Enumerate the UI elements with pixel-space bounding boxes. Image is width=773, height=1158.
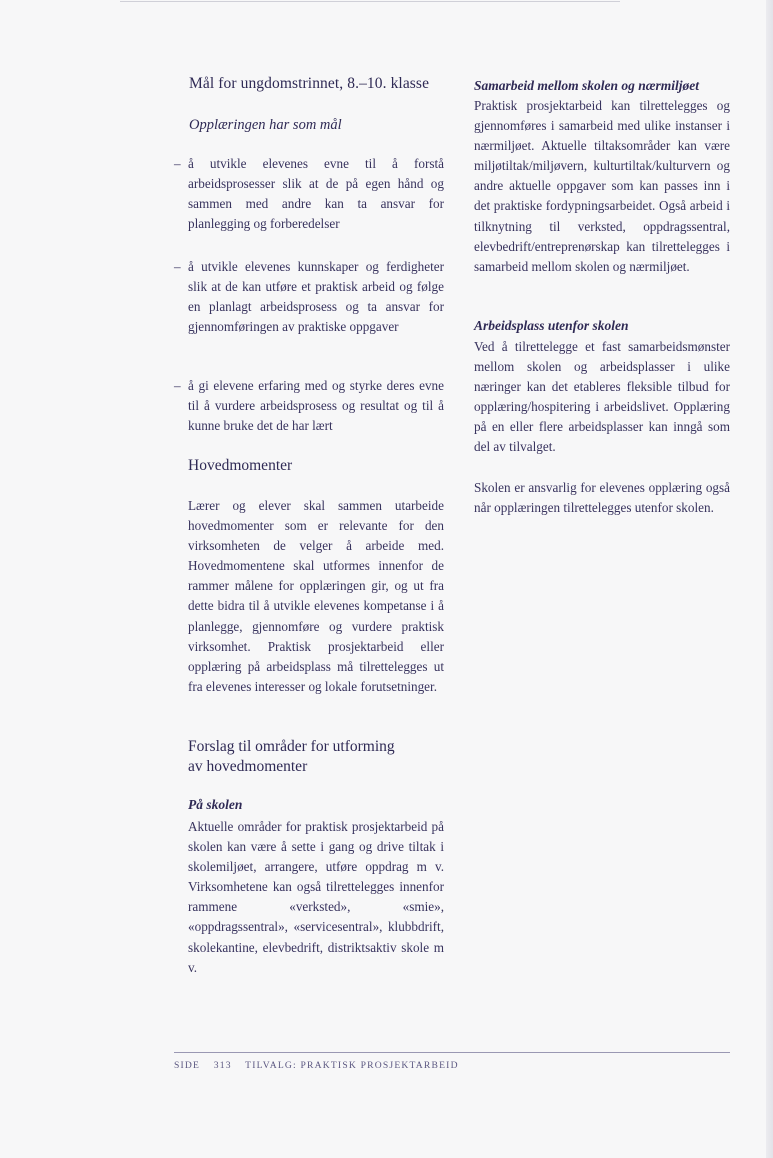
page-edge-shadow — [766, 0, 773, 1158]
bullet-dash: – — [174, 259, 181, 274]
footer-section-title: TILVALG: PRAKTISK PROSJEKTARBEID — [245, 1060, 459, 1071]
pa-skolen-heading: På skolen — [188, 797, 243, 812]
samarbeid-paragraph: Praktisk prosjektarbeid kan tilrettelegges og gjennomføres i samarbeid med ulike instanser i nærmiljøet. Aktuelle tiltaksområder kan være miljøtiltak/miljøvern, kulturtiltak/kulturvern og andre aktuelle oppgaver som kan passes inn i det praktiske fordypningsarbeidet. Også arbeid i tilknytning til verksted, oppdragssentral, elevbedrift/entreprenørskap kan tilrettelegges i samarbeid mellom skolen og nærmiljøet. — [474, 98, 730, 274]
footer-side-label: SIDE — [174, 1060, 201, 1071]
goal-text: å utvikle elevenes evne til å forstå arbeidsprosesser slik at de på egen hånd og sammen med andre kan ta ansvar for planlegging og forberedelser — [188, 156, 444, 231]
goal-text: å gi elevene erfaring med og styrke deres evne til å vurdere arbeidsprosess og resultat og til å kunne bruke det de har lært — [188, 378, 444, 433]
bullet-dash: – — [174, 378, 181, 393]
hovedmomenter-paragraph: Lærer og elever skal sammen utarbeide hovedmomenter som er relevante for den virksomheten de velger å arbeide med. Hovedmomentene skal utformes innenfor de rammer målene for opplæringen gir, og ut fra dette bidra til å utvikle elevenes kompetanse i å planlegge, gjennomføre og vurdere praktisk virksomhet. Praktisk prosjektarbeid eller opplæring på arbeidsplass må tilrettelegges ut fra elevenes interesser og lokale forutsetninger. — [188, 498, 444, 694]
footer-rule — [174, 1052, 730, 1053]
arbeidsplass-paragraph: Ved å tilrettelegge et fast samarbeidsmønster mellom skolen og arbeidsplasser i ulike næringer kan det etableres fleksible tilbud for opplæring/hospitering i arbeidslivet. Opplæring på en eller flere arbeidsplasser kan inngå som del av tilvalget. — [474, 339, 730, 455]
page-footer — [174, 1060, 469, 1071]
samarbeid-heading: Samarbeid mellom skolen og nærmiljøet — [474, 78, 700, 93]
top-edge-rule — [120, 1, 620, 2]
hovedmomenter-heading: Hovedmomenter — [188, 457, 293, 474]
footer-page-number: 313 — [213, 1060, 232, 1071]
forslag-heading — [188, 737, 458, 777]
goal-item-3 — [174, 376, 444, 436]
forslag-heading-line1: Forslag til områder for utforming — [188, 738, 395, 755]
goal-item-2 — [174, 257, 444, 357]
pa-skolen-paragraph: Aktuelle områder for praktisk prosjektarbeid på skolen kan være å sette i gang og drive tiltak i skolemiljøet, arrangere, utføre oppdrag m v. Virksomhetene kan også tilrettelegges innenfor rammene «verksted», «smie», «oppdragssentral», «servicesentral», klubbdrift, skolekantine, elevbedrift, distriktsaktiv skole m v. — [188, 819, 444, 975]
goal-text: å utvikle elevenes kunnskaper og ferdigheter slik at de kan utføre et praktisk arbeid og følge en planlagt arbeidsprosess og ta ansvar for gjennomføringen av praktiske oppgaver — [188, 259, 444, 334]
ansvar-paragraph: Skolen er ansvarlig for elevenes opplæring også når opplæringen tilrettelegges utenfor skolen. — [474, 480, 730, 516]
arbeidsplass-heading: Arbeidsplass utenfor skolen — [474, 318, 629, 333]
forslag-heading-line2: av hovedmomenter — [188, 758, 308, 775]
goal-item-1 — [174, 154, 444, 234]
page-title: Mål for ungdomstrinnet, 8.–10. klasse — [189, 75, 430, 92]
bullet-dash: – — [174, 156, 181, 171]
goals-heading: Opplæringen har som mål — [189, 117, 342, 133]
